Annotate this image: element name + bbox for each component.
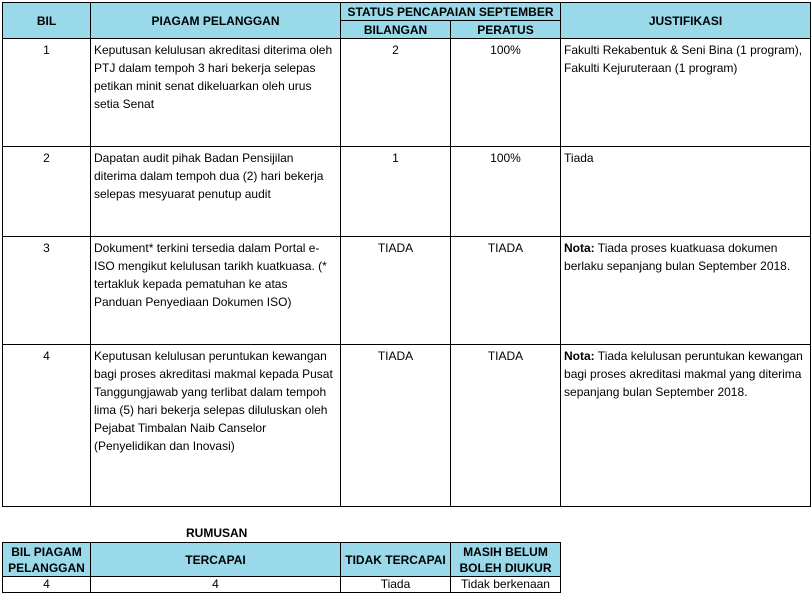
header-status: STATUS PENCAPAIAN SEPTEMBER (341, 3, 561, 21)
header-bil: BIL (3, 3, 91, 39)
nota-label: Nota: (564, 349, 595, 363)
justifikasi-text: Tiada kelulusan peruntukan kewangan bagi proses akreditasi makmal yang diterima sepanjang bulan September 2018. (564, 349, 803, 399)
row-piagam: Keputusan kelulusan akreditasi diterima oleh PTJ dalam tempoh 3 hari bekerja selepas petikan minit senat dikeluarkan oleh urus setia Senat (91, 39, 341, 147)
justifikasi-text: Fakulti Rekabentuk & Seni Bina (1 program), Fakulti Kejuruteraan (1 program) (564, 43, 803, 75)
rumusan-header-tidak-tercapai: TIDAK TERCAPAI (341, 543, 451, 577)
row-bilangan: TIADA (341, 237, 451, 345)
row-bil: 3 (3, 237, 91, 345)
rumusan-masih-belum-value: Tidak berkenaan (451, 577, 561, 593)
justifikasi-text: Tiada (564, 151, 594, 165)
header-bilangan: BILANGAN (341, 21, 451, 39)
header-peratus: PERATUS (451, 21, 561, 39)
rumusan-table (2, 542, 561, 593)
rumusan-tercapai-value: 4 (91, 577, 341, 593)
piagam-pelanggan-table (2, 2, 811, 507)
row-justifikasi (561, 345, 811, 507)
row-peratus: TIADA (451, 345, 561, 507)
row-bil: 4 (3, 345, 91, 507)
row-piagam: Keputusan kelulusan peruntukan kewangan bagi proses akreditasi makmal kepada Pusat Tanggungjawab yang terlibat dalam tempoh lima (5) hari bekerja selepas diluluskan oleh Pejabat Timbalan Naib Canselor (Penyelidikan dan Inovasi) (91, 345, 341, 507)
rumusan-tidak-tercapai-value: Tiada (341, 577, 451, 593)
rumusan-values-row (3, 577, 561, 593)
rumusan-title: RUMUSAN (186, 526, 248, 540)
row-peratus: 100% (451, 39, 561, 147)
rumusan-bil-piagam-value: 4 (3, 577, 91, 593)
row-bil: 2 (3, 147, 91, 237)
nota-label: Nota: (564, 241, 595, 255)
table-row (3, 237, 811, 345)
row-justifikasi (561, 237, 811, 345)
rumusan-header-masih-belum: MASIH BELUM BOLEH DIUKUR (451, 543, 561, 577)
justifikasi-text: Tiada proses kuatkuasa dokumen berlaku sepanjang bulan September 2018. (564, 241, 791, 273)
table-row (3, 147, 811, 237)
row-bil: 1 (3, 39, 91, 147)
row-bilangan: TIADA (341, 345, 451, 507)
row-justifikasi (561, 147, 811, 237)
table-row (3, 39, 811, 147)
row-piagam: Dokument* terkini tersedia dalam Portal e-ISO mengikut kelulusan tarikh kuatkuasa. (* tertakluk kepada pematuhan ke atas Panduan Penyediaan Dokumen ISO) (91, 237, 341, 345)
rumusan-header-bil-piagam: BIL PIAGAM PELANGGAN (3, 543, 91, 577)
rumusan-header-tercapai: TERCAPAI (91, 543, 341, 577)
row-bilangan: 2 (341, 39, 451, 147)
table-row (3, 345, 811, 507)
row-bilangan: 1 (341, 147, 451, 237)
row-peratus: TIADA (451, 237, 561, 345)
row-piagam: Dapatan audit pihak Badan Pensijilan diterima dalam tempoh dua (2) hari bekerja selepas mesyuarat penutup audit (91, 147, 341, 237)
row-peratus: 100% (451, 147, 561, 237)
row-justifikasi (561, 39, 811, 147)
header-piagam: PIAGAM PELANGGAN (91, 3, 341, 39)
header-justifikasi: JUSTIFIKASI (561, 3, 811, 39)
